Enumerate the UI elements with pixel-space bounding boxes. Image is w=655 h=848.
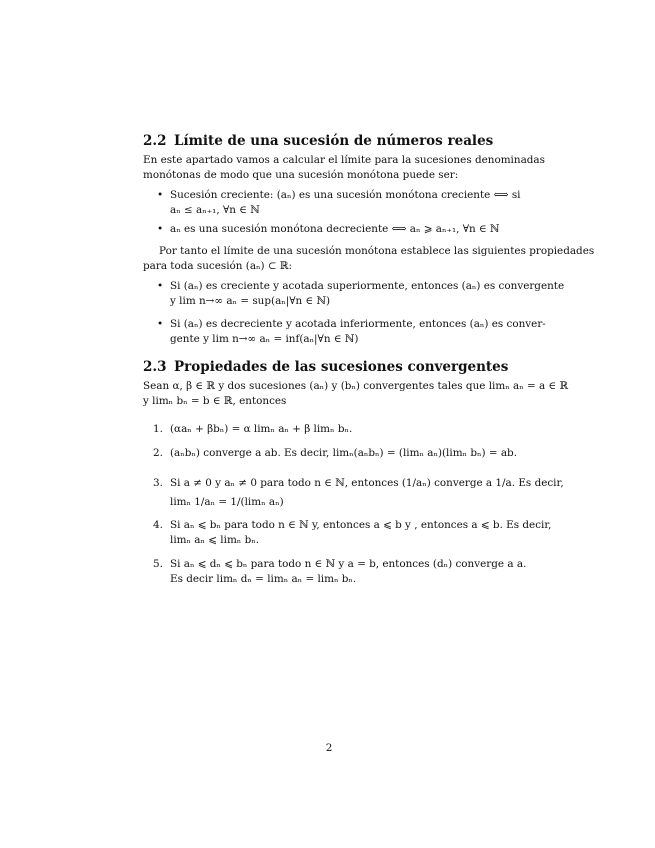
item-line: Si aₙ ⩽ dₙ ⩽ bₙ para todo n ∈ ℕ y a = b, entonces (dₙ) converge a a. [170, 558, 527, 570]
property-line: Si (aₙ) es creciente y acotada superiormente, entonces (aₙ) es convergente [170, 280, 565, 292]
item-marker: 2. [153, 447, 163, 459]
property-line: gente y lim n→∞ aₙ = inf(aₙ|∀n ∈ ℕ) [170, 333, 359, 345]
item-line: (αaₙ + βbₙ) = α limₙ aₙ + β limₙ bₙ. [170, 423, 353, 435]
section-2-2-intro [143, 153, 545, 183]
item-line: Si aₙ ⩽ bₙ para todo n ∈ ℕ y, entonces a ⩽ b y , entonces a ⩽ b. Es decir, [170, 519, 552, 531]
section-number: 2.3 [143, 359, 167, 375]
paragraph-line: para toda sucesión (aₙ) ⊂ ℝ: [143, 260, 293, 272]
intro-line: En este apartado vamos a calcular el límite para la sucesiones denominadas [143, 154, 545, 166]
section-number: 2.2 [143, 133, 167, 149]
section-title: Límite de una sucesión de números reales [174, 133, 494, 149]
item-marker: 5. [153, 558, 163, 570]
section-2-2-paragraph [143, 244, 595, 274]
item-line: Si a ≠ 0 y aₙ ≠ 0 para todo n ∈ ℕ, entonces (1/aₙ) converge a 1/a. Es decir, [170, 477, 564, 489]
bullet-line: aₙ es una sucesión monótona decreciente ⟺ aₙ ⩾ aₙ₊₁, ∀n ∈ ℕ [170, 223, 500, 235]
item-line: limₙ 1/aₙ = 1/(limₙ aₙ) [170, 496, 284, 508]
item-marker: 4. [153, 519, 163, 531]
bullet-marker: • [157, 280, 164, 292]
intro-line: Sean α, β ∈ ℝ y dos sucesiones (aₙ) y (bₙ) convergentes tales que limₙ aₙ = a ∈ ℝ [143, 380, 569, 392]
section-heading-2-3 [143, 359, 508, 375]
intro-line: y limₙ bₙ = b ∈ ℝ, entonces [143, 395, 287, 407]
item-line: (aₙbₙ) converge a ab. Es decir, limₙ(aₙbₙ) = (limₙ aₙ)(limₙ bₙ) = ab. [170, 447, 518, 459]
item-line: limₙ aₙ ⩽ limₙ bₙ. [170, 534, 260, 546]
page-number: 2 [325, 742, 333, 754]
bullet-line: Sucesión creciente: (aₙ) es una sucesión monótona creciente ⟺ si [170, 189, 521, 201]
section-heading-2-2 [143, 133, 493, 149]
section-2-3-intro [143, 379, 569, 409]
section-title: Propiedades de las sucesiones convergentes [174, 359, 509, 375]
bullet-marker: • [157, 223, 164, 235]
paragraph-line: Por tanto el límite de una sucesión monótona establece las siguientes propiedades [159, 245, 595, 257]
property-line: y lim n→∞ aₙ = sup(aₙ|∀n ∈ ℕ) [170, 295, 331, 307]
item-line: Es decir limₙ dₙ = limₙ aₙ = limₙ bₙ. [170, 573, 357, 585]
item-marker: 3. [153, 477, 163, 489]
bullet-line: aₙ ≤ aₙ₊₁, ∀n ∈ ℕ [170, 204, 260, 216]
property-line: Si (aₙ) es decreciente y acotada inferiormente, entonces (aₙ) es conver- [170, 318, 546, 330]
bullet-marker: • [157, 318, 164, 330]
bullet-marker: • [157, 189, 164, 201]
item-marker: 1. [153, 423, 163, 435]
intro-line: monótonas de modo que una sucesión monótona puede ser: [143, 169, 459, 181]
